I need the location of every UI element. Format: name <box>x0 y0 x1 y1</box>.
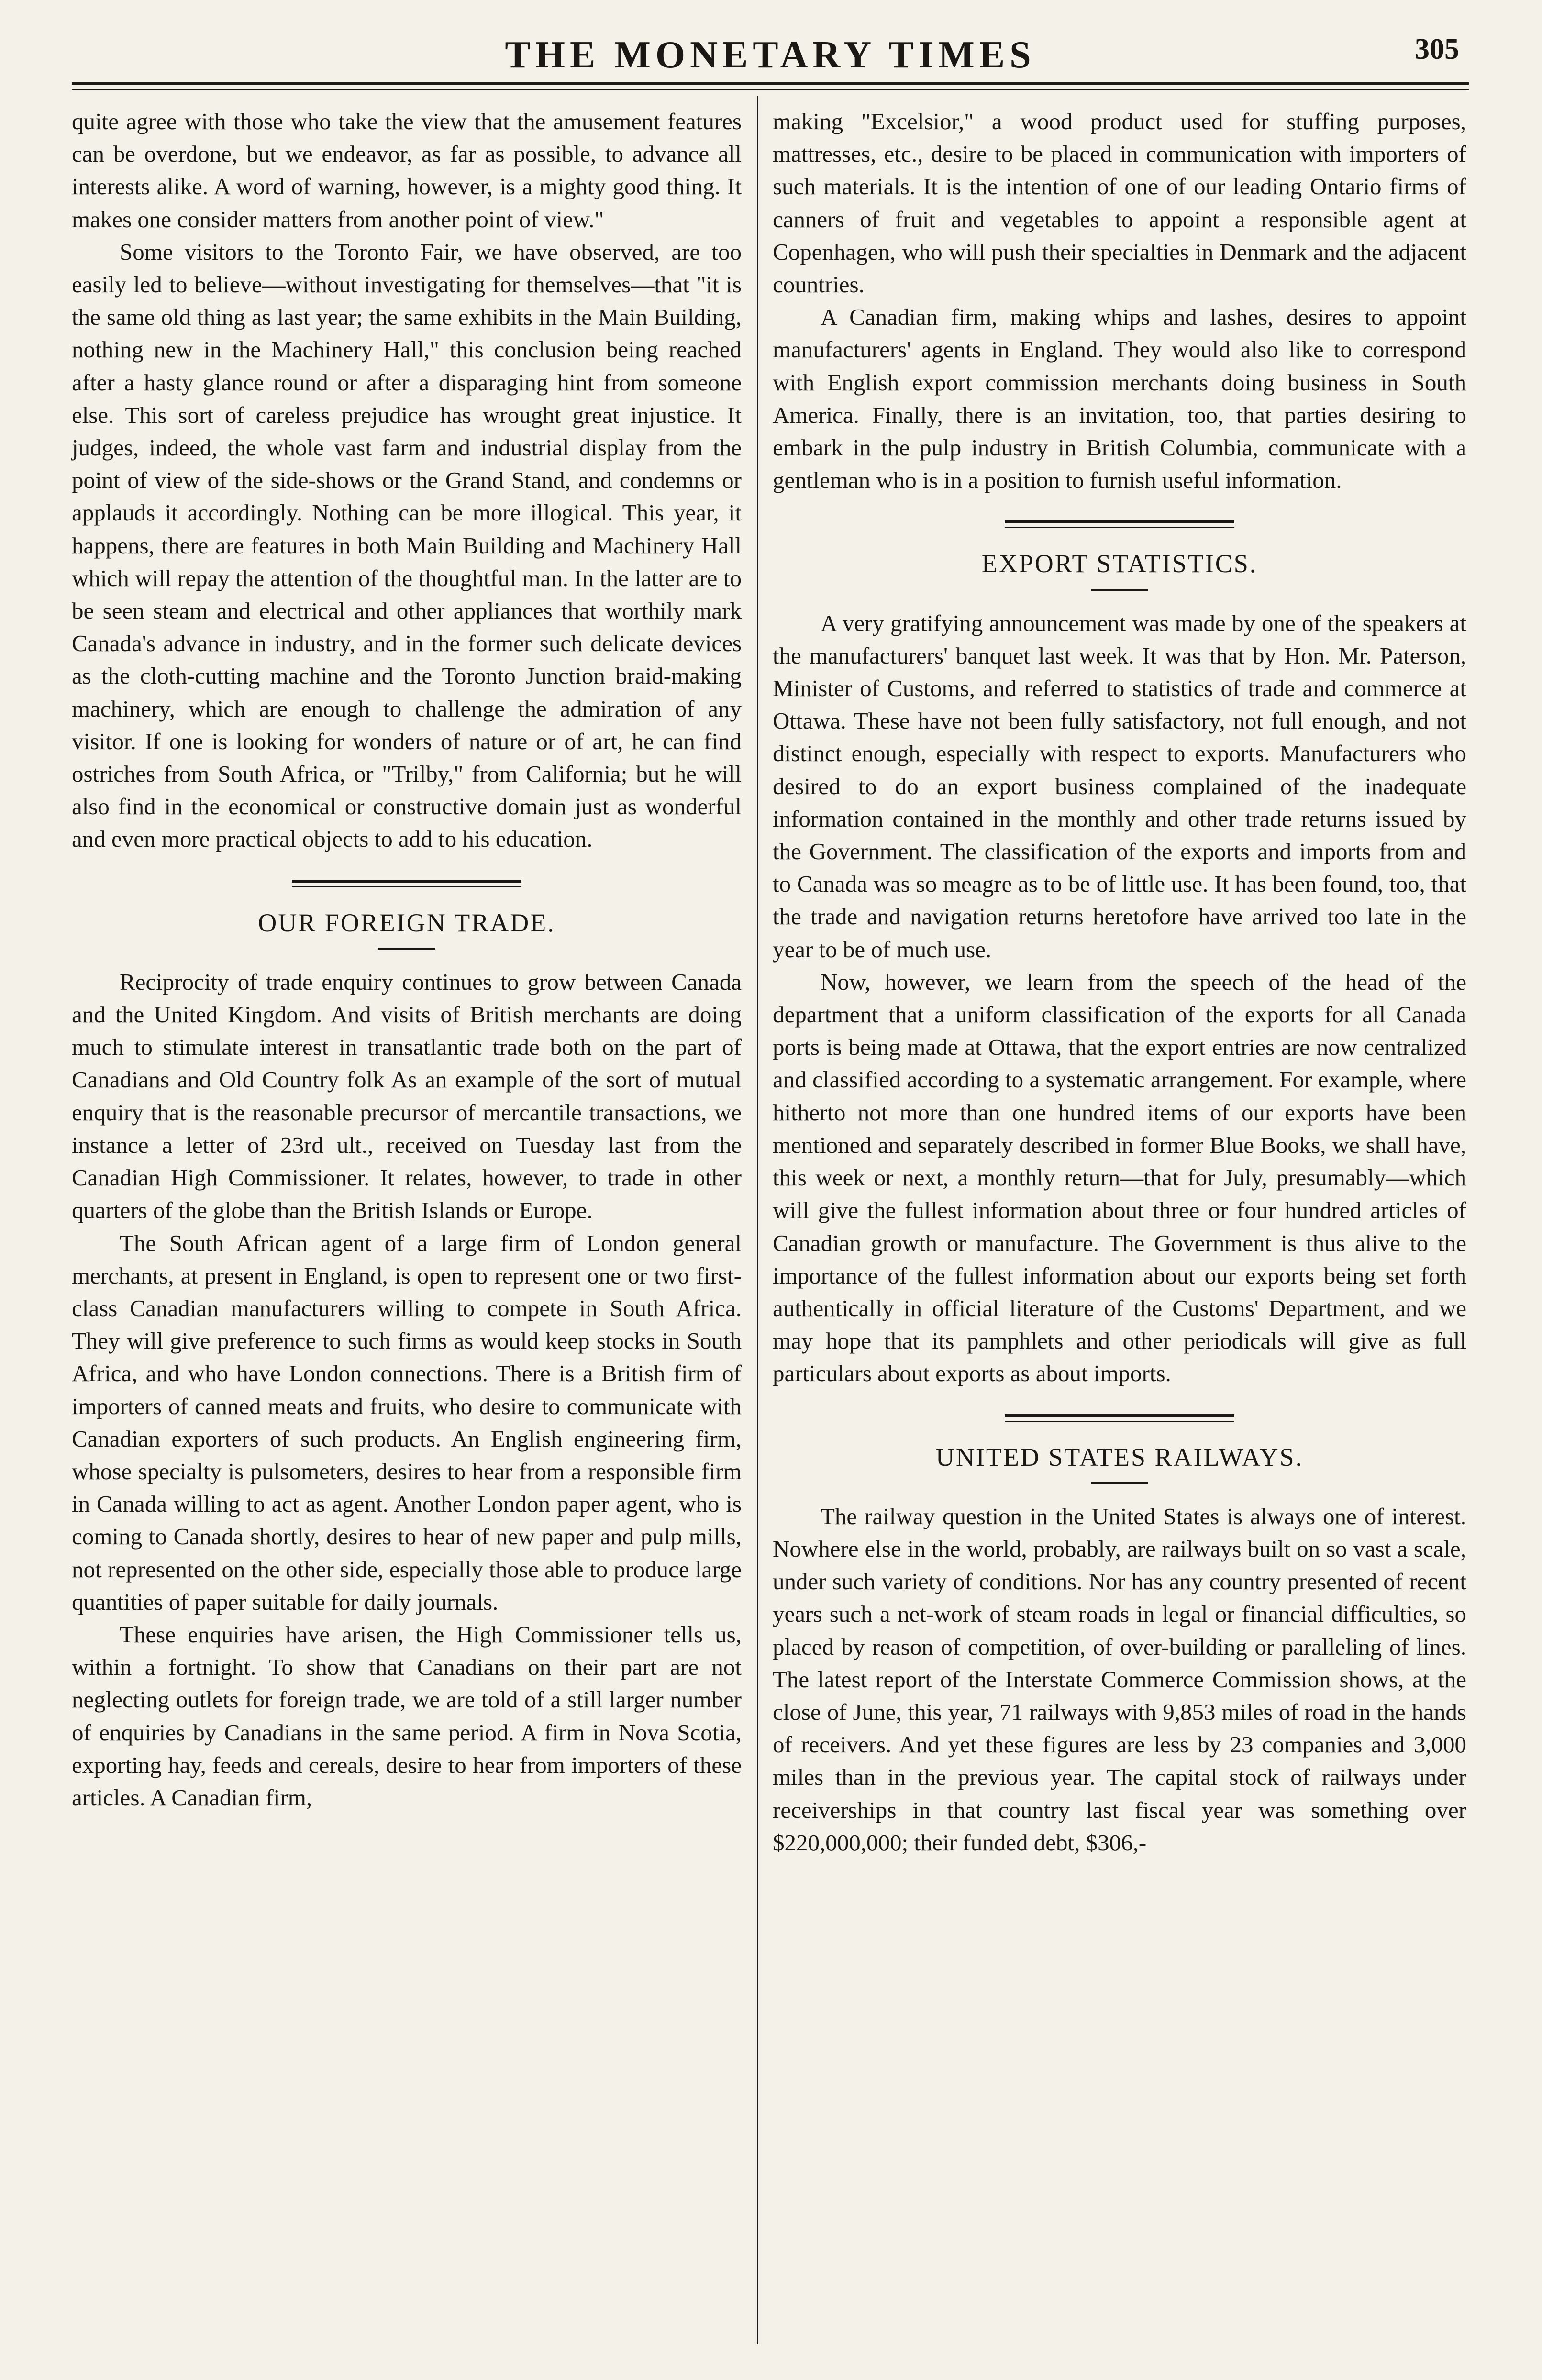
column-divider <box>757 96 758 2344</box>
right-column <box>773 105 1466 1859</box>
left-paragraph-5: These enquiries have arisen, the High Commissioner tells us, within a fortnight. To show that Canadians on their part are not neglecting outlets for foreign trade, we are told of a still larger number of enquiries by Canadians in the same period. A firm in Nova Scotia, exporting hay, feeds and cereals, desire to hear from importers of these articles. A Canadian firm, <box>72 1621 742 1811</box>
right-paragraph-1: making "Excelsior," a wood product used for stuffing purposes, mattresses, etc., desire to be placed in communication with importers of such materials. It is the intention of one of our leading Ontario firms of canners of fruit and vegetables to appoint a responsible agent at Copenhagen, who will push their specialties in Denmark and the adjacent countries. <box>773 108 1466 298</box>
left-paragraph-3: Reciprocity of trade enquiry continues to grow between Canada and the United Kingdom. And visits of British merchants are doing much to stimulate interest in transatlantic trade both on the part of Canadians and Old Country folk As an example of the sort of mutual enquiry that is the reasonable precursor of mercantile transactions, we instance a letter of 23rd ult., received on Tuesday last from the Canadian High Commissioner. It relates, however, to trade in other quarters of the globe than the British Islands or Europe. <box>72 968 742 1224</box>
page-header <box>77 29 1464 81</box>
left-paragraph-1: quite agree with those who take the view that the amusement features can be overdone, but we endeavor, as far as possible, to advance all interests alike. A word of warning, however, is a mighty good thing. It makes one consider matters from another point of view." <box>72 108 742 232</box>
heading-our-foreign-trade: OUR FOREIGN TRADE. <box>258 908 555 937</box>
left-paragraph-2: Some visitors to the Toronto Fair, we have observed, are too easily led to believe—without investigating for themselves—that "it is the same old thing as last year; the same exhibits in the Main Building, nothing new in the Machinery Hall," this conclusion being reached after a hasty glance round or after a disparaging hint from someone else. This sort of careless prejudice has wrought great injustice. It judges, indeed, the whole vast farm and industrial display from the point of view of the side-shows or the Grand Stand, and condemns or applauds it accordingly. Nothing can be more illogical. This year, it happens, there are features in both Main Building and Machinery Hall which will repay the attention of the thoughtful man. In the latter are to be seen steam and electrical and other appliances that worthily mark Canada's advance in industry, and in the former such delicate devices as the cloth-cutting machine and the Toronto Junction braid-making machinery, which are enough to challenge the admiration of any visitor. If one is looking for wonders of nature or of art, he can find ostriches from South Africa, or "Trilby," from California; but he will also find in the economical or constructive domain just as wonderful and even more practical objects to add to his education. <box>72 238 742 852</box>
right-paragraph-3: A very gratifying announcement was made by one of the speakers at the manufacturers' banquet last week. It was that by Hon. Mr. Paterson, Minister of Customs, and referred to statistics of trade and commerce at Ottawa. These have not been fully satisfactory, not full enough, and not distinct enough, especially with respect to exports. Manufacturers who desired to do an export business complained of the inadequate information contained in the monthly and other trade returns issued by the Government. The classification of the exports and imports from and to Canada was so meagre as to be of little use. It has been found, too, that the trade and navigation returns heretofore have arrived too late in the year to be of much use. <box>773 609 1466 963</box>
right-paragraph-2: A Canadian firm, making whips and lashes, desires to appoint manufacturers' agents in England. They would also like to correspond with English export commission merchants doing business in South America. Finally, there is an invitation, too, that parties desiring to embark in the pulp industry in British Columbia, communicate with a gentleman who is in a position to furnish useful information. <box>773 304 1466 494</box>
heading-dash <box>1091 1482 1148 1484</box>
section-separator <box>1005 1414 1234 1422</box>
header-rule-thin <box>72 89 1469 90</box>
left-column <box>72 105 742 1814</box>
heading-export-statistics: EXPORT STATISTICS. <box>981 549 1258 578</box>
right-paragraph-5: The railway question in the United States is always one of interest. Nowhere else in the world, probably, are railways built on so vast a scale, under such variety of conditions. Nor has any country presented of recent years such a net-work of steam roads in legal or financial difficulties, so placed by reason of competition, of over-building or paralleling of lines. The latest report of the Interstate Commerce Commission shows, at the close of June, this year, 71 railways with 9,853 miles of road in the hands of receivers. And yet these figures are less by 23 companies and 3,000 miles than in the previous year. The capital stock of railways under receiverships in that country last fiscal year was something over $220,000,000; their funded debt, $306,- <box>773 1503 1466 1856</box>
section-separator <box>1005 520 1234 528</box>
header-rule-thick <box>72 82 1469 85</box>
section-separator <box>292 880 521 887</box>
heading-dash <box>1091 589 1148 591</box>
masthead: THE MONETARY TIMES <box>505 34 1036 76</box>
left-paragraph-4: The South African agent of a large firm of London general merchants, at present in England, is open to represent one or two first-class Canadian manufacturers willing to compete in South Africa. They will give preference to such firms as would keep stocks in South Africa, and who have London connections. There is a British firm of importers of canned meats and fruits, who desire to communicate with Canadian exporters of such products. An English engineering firm, whose specialty is pulsometers, desires to hear from a responsible firm in Canada willing to act as agent. Another London paper agent, who is coming to Canada shortly, desires to hear of new paper and pulp mills, not represented on the other side, especially those able to produce large quantities of paper suitable for daily journals. <box>72 1229 742 1615</box>
heading-dash <box>378 948 435 950</box>
page-number: 305 <box>1415 33 1459 66</box>
right-paragraph-4: Now, however, we learn from the speech of the head of the department that a uniform classification of the exports for all Canada ports is being made at Ottawa, that the export entries are now centralized and classified according to a systematic arrangement. For example, where hitherto not more than one hundred items of our exports have been mentioned and separately described in former Blue Books, we shall have, this week or next, a monthly return—that for July, presumably—which will give the fullest information about three or four hundred articles of Canadian growth or manufacture. The Government is thus alive to the importance of the fullest information about our exports being set forth authentically in official literature of the Customs' Department, and we may hope that its pamphlets and other periodicals will give as full particulars about exports as about imports. <box>773 968 1466 1387</box>
heading-united-states-railways: UNITED STATES RAILWAYS. <box>935 1442 1304 1472</box>
